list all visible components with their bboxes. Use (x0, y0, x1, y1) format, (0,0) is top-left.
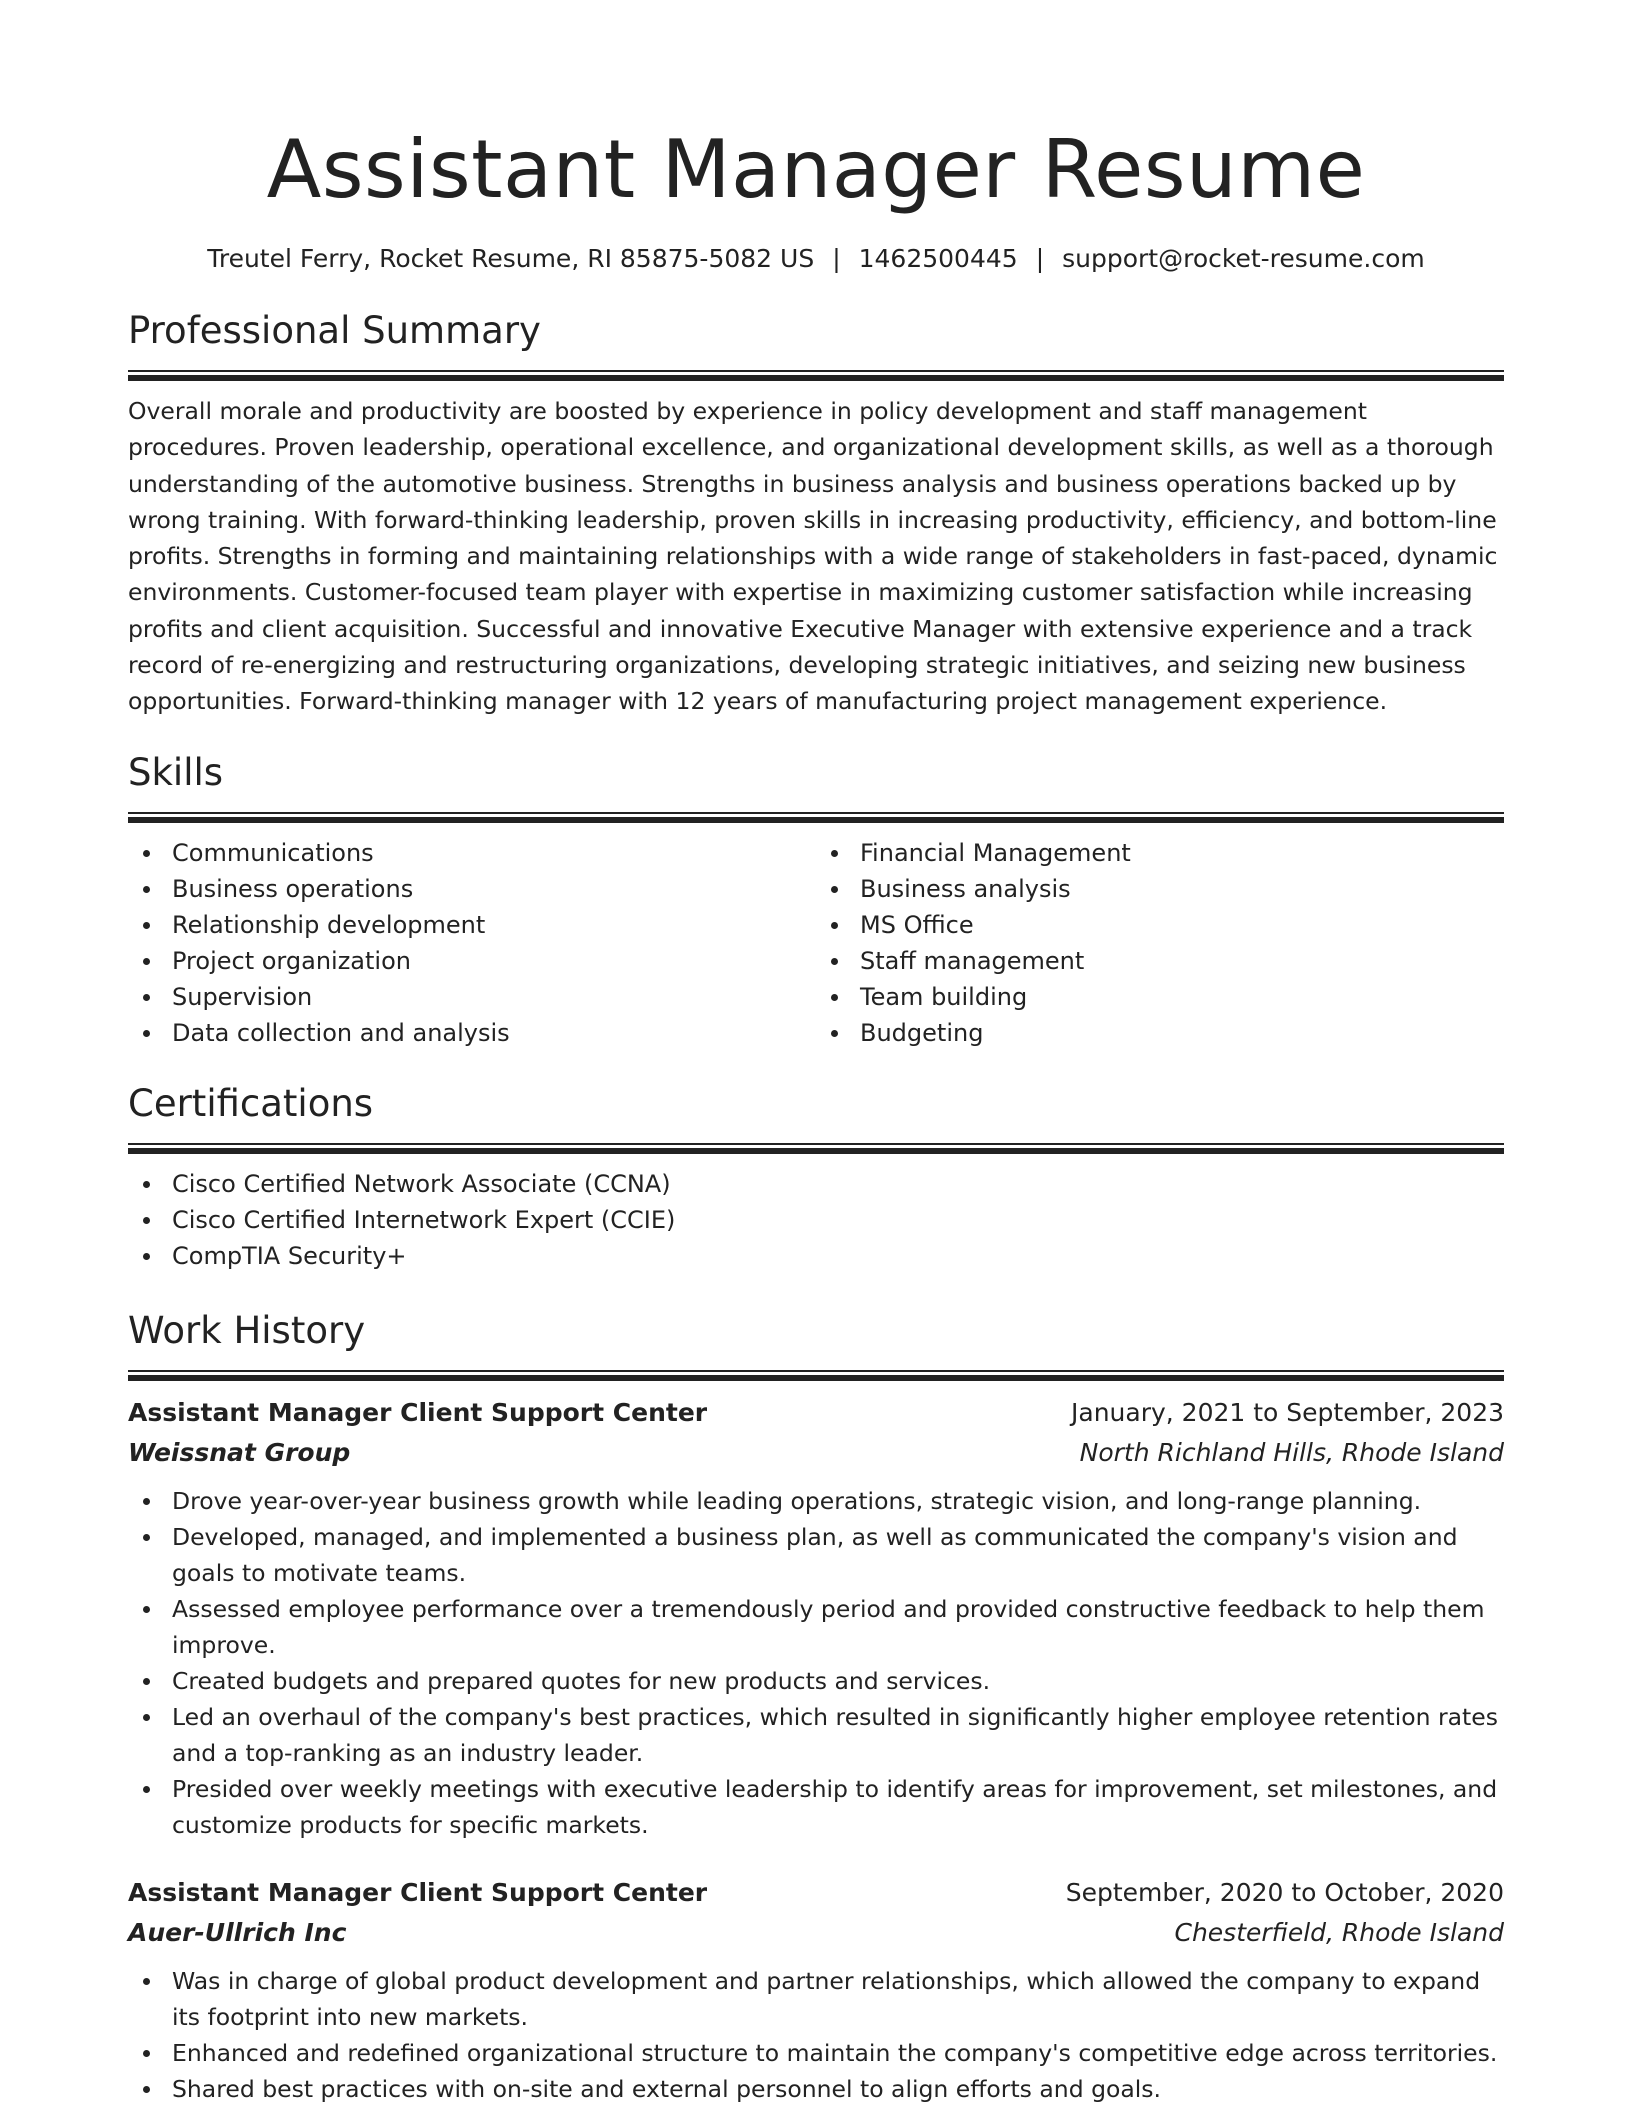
certification-item: Cisco Certified Network Associate (CCNA) (128, 1166, 1504, 1202)
section-title-certifications: Certifications (128, 1081, 374, 1125)
section-divider (128, 1143, 1504, 1154)
job-company: Auer-Ullrich Inc (128, 1917, 347, 1947)
job-location: Chesterfield, Rhode Island (1174, 1917, 1504, 1947)
section-divider (128, 812, 1504, 823)
job-dates: January, 2021 to September, 2023 (1071, 1397, 1504, 1427)
certifications-section (128, 1079, 1504, 1274)
section-title-work-history: Work History (128, 1308, 366, 1352)
job-bullet: Created budgets and prepared quotes for new products and services. (128, 1663, 1504, 1699)
contact-address: Treutel Ferry, Rocket Resume, RI 85875-5082 US (207, 244, 815, 273)
job-bullet: Shared best practices with on-site and external personnel to align efforts and goals. (128, 2071, 1504, 2107)
job-bullet: Was in charge of global product development and partner relationships, which allowed the company to expand its footprint into new markets. (128, 1963, 1504, 2035)
job-title: Assistant Manager Client Support Center (128, 1877, 708, 1907)
skill-item: Staff management (816, 943, 1504, 979)
job-bullet: Drove year-over-year business growth while leading operations, strategic vision, and long-range planning. (128, 1483, 1504, 1519)
summary-section (128, 306, 1504, 720)
job-entry (128, 1873, 1504, 2107)
certification-item: CompTIA Security+ (128, 1238, 1504, 1274)
skill-item: Financial Management (816, 835, 1504, 871)
job-company-row (128, 1913, 1504, 1953)
section-title-summary: Professional Summary (128, 309, 541, 352)
contact-separator: | (1035, 244, 1045, 273)
skill-item: Budgeting (816, 1015, 1504, 1051)
job-location: North Richland Hills, Rhode Island (1079, 1437, 1504, 1467)
resume-title: Assistant Manager Resume (266, 123, 1366, 216)
skills-list-right (816, 835, 1504, 1051)
job-header-row (128, 1873, 1504, 1913)
job-company: Weissnat Group (128, 1437, 351, 1467)
job-entry (128, 1393, 1504, 1843)
skill-item: Business operations (128, 871, 816, 907)
job-bullet: Developed, managed, and implemented a business plan, as well as communicated the company's vision and goals to motivate teams. (128, 1519, 1504, 1591)
job-bullets (128, 1963, 1504, 2107)
work-history-section (128, 1306, 1504, 2107)
job-bullet: Led an overhaul of the company's best practices, which resulted in significantly higher employee retention rates and a top-ranking as an industry leader. (128, 1699, 1504, 1771)
contact-separator: | (832, 244, 841, 273)
skill-item: Communications (128, 835, 816, 871)
certification-item: Cisco Certified Internetwork Expert (CCIE) (128, 1202, 1504, 1238)
section-title-skills: Skills (128, 750, 224, 794)
job-company-row (128, 1433, 1504, 1473)
skills-section (128, 748, 1504, 1051)
section-divider (128, 1370, 1504, 1381)
contact-email: support@rocket-resume.com (1062, 244, 1425, 273)
skill-item: Team building (816, 979, 1504, 1015)
skills-grid (128, 835, 1504, 1051)
job-title: Assistant Manager Client Support Center (128, 1397, 708, 1427)
job-bullet: Presided over weekly meetings with executive leadership to identify areas for improvement, set milestones, and customize products for specific markets. (128, 1771, 1504, 1843)
skills-list-left (128, 835, 816, 1051)
skill-item: Supervision (128, 979, 816, 1015)
jobs-list (128, 1393, 1504, 2107)
skill-item: MS Office (816, 907, 1504, 943)
contact-phone: 1462500445 (858, 244, 1018, 273)
skill-item: Data collection and analysis (128, 1015, 816, 1051)
job-header-row (128, 1393, 1504, 1433)
job-dates: September, 2020 to October, 2020 (1065, 1877, 1504, 1907)
job-bullet: Enhanced and redefined organizational structure to maintain the company's competitive edge across territories. (128, 2035, 1504, 2071)
contact-line (128, 242, 1504, 276)
job-bullet: Assessed employee performance over a tremendously period and provided constructive feedback to help them improve. (128, 1591, 1504, 1663)
skill-item: Relationship development (128, 907, 816, 943)
job-bullets (128, 1483, 1504, 1843)
skill-item: Project organization (128, 943, 816, 979)
section-divider (128, 370, 1504, 381)
certifications-list (128, 1166, 1504, 1274)
skill-item: Business analysis (816, 871, 1504, 907)
summary-text: Overall morale and productivity are boosted by experience in policy development and staff management procedures. Proven leadership, operational excellence, and organizational development skills, as well as a thorough understanding of the automotive business. Strengths in business analysis and business operations backed up by wrong training. With forward-thinking leadership, proven skills in increasing productivity, efficiency, and bottom-line profits. Strengths in forming and maintaining relationships with a wide range of stakeholders in fast-paced, dynamic environments. Customer-focused team player with expertise in maximizing customer satisfaction while increasing profits and client acquisition. Successful and innovative Executive Manager with extensive experience and a track record of re-energizing and restructuring organizations, developing strategic initiatives, and seizing new business opportunities. Forward-thinking manager with 12 years of manufacturing project management experience. (128, 397, 1498, 716)
